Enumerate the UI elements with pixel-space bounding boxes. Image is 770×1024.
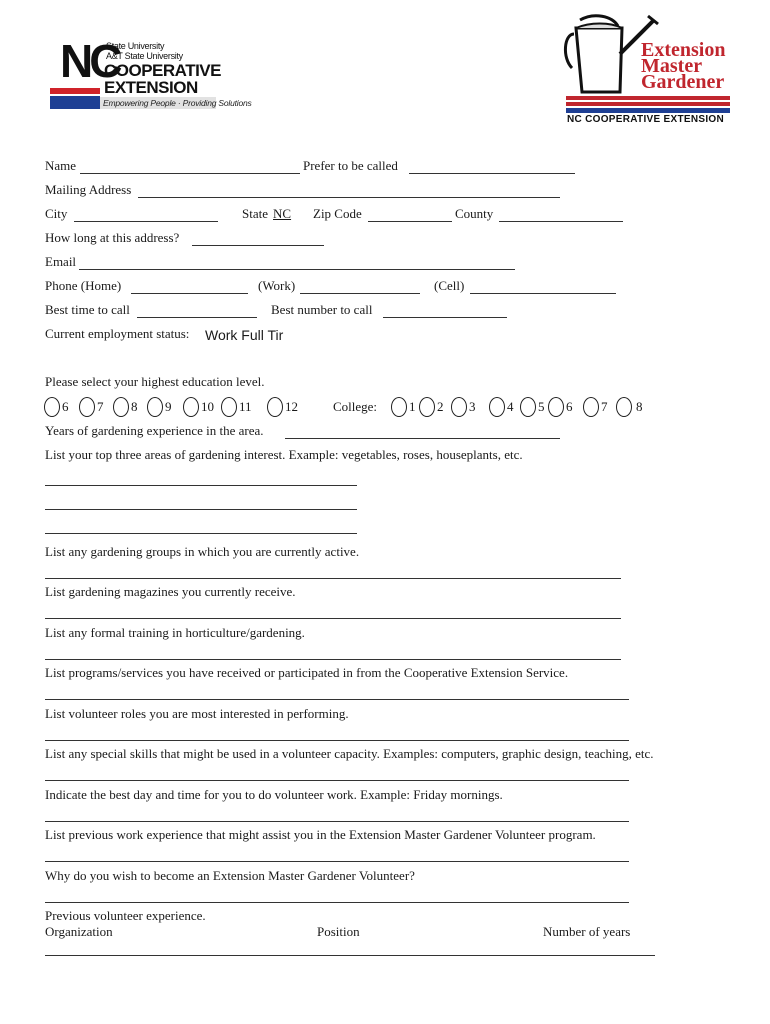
prefer-field[interactable]: [409, 158, 575, 174]
programs-field[interactable]: [45, 684, 629, 700]
training-label: List any formal training in horticulture/gardening.: [45, 625, 305, 640]
interest-3-field[interactable]: [45, 518, 357, 534]
college-6-radio[interactable]: [548, 397, 564, 417]
email-field[interactable]: [79, 254, 515, 270]
interests-label: List your top three areas of gardening interest. Example: vegetables, roses, houseplants, etc.: [45, 447, 523, 462]
phone-work-label: (Work): [258, 278, 296, 293]
college-4-label: 4: [507, 399, 514, 414]
organization-header: Organization: [45, 924, 113, 939]
zip-code-label: Zip Code: [313, 206, 362, 221]
city-label: City: [45, 206, 68, 221]
volunteer-roles-label: List volunteer roles you are most interested in performing.: [45, 706, 349, 721]
college-5-label: 5: [538, 399, 545, 414]
state-value: NC: [273, 206, 292, 221]
nc-logo-mark: NC: [60, 35, 119, 87]
grade-7-radio[interactable]: [79, 397, 95, 417]
grade-8-radio[interactable]: [113, 397, 129, 417]
college-3-label: 3: [469, 399, 476, 414]
magazines-label: List gardening magazines you currently receive.: [45, 584, 296, 599]
nc-logo-cooperative: COOPERATIVE: [104, 61, 221, 80]
magazines-field[interactable]: [45, 603, 621, 619]
best-day-field[interactable]: [45, 806, 629, 822]
employment-status-select[interactable]: Work Full Tir: [205, 327, 284, 343]
nc-logo-blue-bar: [50, 96, 100, 109]
best-time-field[interactable]: [137, 302, 257, 318]
work-experience-label: List previous work experience that might assist you in the Extension Master Gardener Volunteer program.: [45, 827, 596, 842]
programs-label: List programs/services you have received or participated in from the Cooperative Extension Service.: [45, 665, 569, 680]
nc-logo-line2: A&T State University: [106, 51, 183, 61]
prefer-label: Prefer to be called: [303, 158, 398, 173]
grade-6-radio[interactable]: [44, 397, 60, 417]
interest-2-field[interactable]: [45, 494, 357, 510]
volunteer-roles-field[interactable]: [45, 725, 629, 741]
college-1-radio[interactable]: [391, 397, 407, 417]
phone-home-field[interactable]: [131, 278, 248, 294]
county-label: County: [455, 206, 494, 221]
grade-10-label: 10: [201, 399, 214, 414]
groups-field[interactable]: [45, 563, 621, 579]
how-long-field[interactable]: [192, 230, 324, 246]
emg-subtitle: NC COOPERATIVE EXTENSION: [567, 114, 725, 125]
best-number-label: Best number to call: [271, 302, 373, 317]
college-6-label: 6: [566, 399, 573, 414]
mailing-address-field[interactable]: [138, 182, 560, 198]
gardening-years-field[interactable]: [285, 423, 560, 439]
grade-9-label: 9: [165, 399, 172, 414]
special-skills-field[interactable]: [45, 765, 629, 781]
emg-blue-bar: [566, 108, 730, 113]
work-experience-field[interactable]: [45, 846, 629, 862]
nc-logo-tagline: Empowering People · Providing Solutions: [103, 98, 252, 108]
college-4-radio[interactable]: [489, 397, 505, 417]
grade-6-label: 6: [62, 399, 69, 414]
position-header: Position: [317, 924, 360, 939]
grade-9-radio[interactable]: [147, 397, 163, 417]
phone-cell-field[interactable]: [470, 278, 616, 294]
grade-12-label: 12: [285, 399, 298, 414]
emg-title-line1: Extension: [641, 39, 726, 61]
phone-work-field[interactable]: [300, 278, 420, 294]
grade-10-radio[interactable]: [183, 397, 199, 417]
best-day-label: Indicate the best day and time for you to do volunteer work. Example: Friday mornings.: [45, 787, 503, 802]
nc-logo-red-bar: [50, 88, 100, 94]
education-label: Please select your highest education level.: [45, 374, 265, 389]
interest-1-field[interactable]: [45, 470, 357, 486]
grade-11-radio[interactable]: [221, 397, 237, 417]
college-8-label: 8: [636, 399, 643, 414]
groups-label: List any gardening groups in which you are currently active.: [45, 544, 360, 559]
why-volunteer-field[interactable]: [45, 887, 629, 903]
employment-status-label: Current employment status:: [45, 326, 190, 341]
special-skills-label: List any special skills that might be used in a volunteer capacity. Examples: computers, graphic design, teaching, etc.: [45, 746, 654, 761]
college-2-radio[interactable]: [419, 397, 435, 417]
grade-11-label: 11: [239, 399, 252, 414]
phone-home-label: Phone (Home): [45, 278, 122, 293]
previous-volunteer-field[interactable]: [45, 940, 655, 956]
county-field[interactable]: [499, 206, 623, 222]
nc-logo-line1: State University: [106, 41, 165, 51]
college-3-radio[interactable]: [451, 397, 467, 417]
state-label: State: [242, 206, 268, 221]
college-7-label: 7: [601, 399, 608, 414]
best-time-label: Best time to call: [45, 302, 130, 317]
college-8-radio[interactable]: [616, 397, 632, 417]
previous-volunteer-label: Previous volunteer experience.: [45, 908, 206, 923]
city-field[interactable]: [74, 206, 218, 222]
why-volunteer-label: Why do you wish to become an Extension Master Gardener Volunteer?: [45, 868, 415, 883]
email-label: Email: [45, 254, 77, 269]
emg-title-line2: Master: [641, 55, 703, 77]
name-label: Name: [45, 158, 77, 173]
college-1-label: 1: [409, 399, 416, 414]
best-number-field[interactable]: [383, 302, 507, 318]
emg-red-bar: [566, 96, 730, 100]
how-long-label: How long at this address?: [45, 230, 180, 245]
grade-8-label: 8: [131, 399, 138, 414]
mailing-address-label: Mailing Address: [45, 182, 132, 197]
grade-12-radio[interactable]: [267, 397, 283, 417]
emg-title-line3: Gardener: [641, 71, 725, 93]
grade-7-label: 7: [97, 399, 104, 414]
name-field[interactable]: [80, 158, 300, 174]
college-7-radio[interactable]: [583, 397, 599, 417]
college-2-label: 2: [437, 399, 444, 414]
college-5-radio[interactable]: [520, 397, 536, 417]
gardening-years-label: Years of gardening experience in the area.: [45, 423, 264, 438]
nc-logo-extension: EXTENSION: [104, 78, 198, 97]
college-label: College:: [333, 399, 378, 414]
training-field[interactable]: [45, 644, 621, 660]
phone-cell-label: (Cell): [434, 278, 465, 293]
zip-code-field[interactable]: [368, 206, 452, 222]
number-of-years-header: Number of years: [543, 924, 631, 939]
